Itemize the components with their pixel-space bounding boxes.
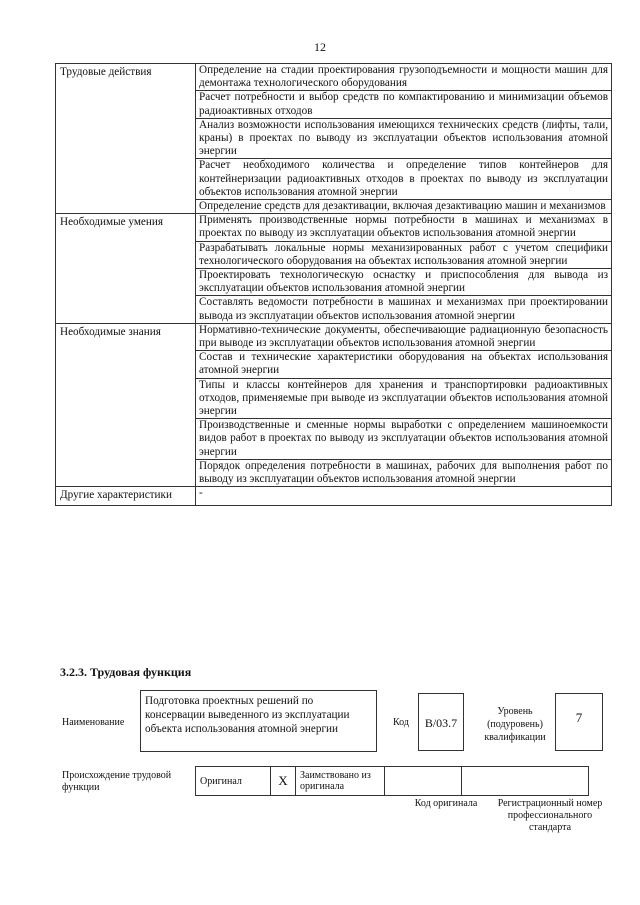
row-item: Анализ возможности использования имеющихся технических средств (лифты, тали, краны) в проектах по выводу из эксплуатации объектов использования атомной энергии	[196, 118, 612, 159]
name-label: Наименование	[62, 717, 125, 728]
row-item: Разрабатывать локальные нормы механизированных работ с учетом специфики технологического оборудования на объектах использования атомной энергии	[196, 241, 612, 268]
competency-table	[55, 63, 612, 506]
borrowed-cell: Заимствовано из оригинала	[296, 767, 385, 796]
table-row	[56, 214, 612, 241]
original-cell: Оригинал	[196, 767, 271, 796]
original-mark: X	[271, 767, 296, 796]
row-item: Нормативно-технические документы, обеспечивающие радиационную безопасность при выводе из эксплуатации объектов использования атомной энергии	[196, 323, 612, 350]
table-row	[56, 64, 612, 91]
table-row	[56, 323, 612, 350]
row-item: Определение средств для дезактивации, включая дезактивацию машин и механизмов	[196, 200, 612, 214]
footer-reg-number: Регистрационный номер профессионального стандарта	[497, 798, 603, 833]
reg-number-cell	[462, 767, 589, 796]
row-item: Применять производственные нормы потребности в машинах и механизмах в проектах по выводу из эксплуатации объектов использования атомной энергии	[196, 214, 612, 241]
level-label: Уровень (подуровень) квалификации	[484, 706, 546, 743]
origin-label: Происхождение трудовой функции	[62, 770, 172, 793]
row-label: Трудовые действия	[56, 64, 196, 214]
page-number: 12	[314, 40, 326, 54]
row-item: Порядок определения потребности в машинах, рабочих для выполнения работ по выводу из эксплуатации объектов использования атомной энергии	[196, 459, 612, 486]
row-item: Определение на стадии проектирования грузоподъемности и мощности машин для демонтажа технологического оборудования	[196, 64, 612, 91]
table-row	[56, 487, 612, 505]
row-label: Необходимые умения	[56, 214, 196, 324]
function-code-box: В/03.7	[418, 693, 464, 751]
row-item: Расчет необходимого количества и определение типов контейнеров для контейнеризации радиоактивных отходов в проектах по выводу из эксплуатации объектов использования атомной энергии	[196, 159, 612, 200]
row-item: -	[196, 487, 612, 505]
row-item: Составлять ведомости потребности в машинах и механизмах при проектировании вывода из эксплуатации объектов использования атомной энергии	[196, 296, 612, 323]
row-label: Необходимые знания	[56, 323, 196, 486]
code-label: Код	[393, 717, 409, 728]
row-item: Производственные и сменные нормы выработки с определением машиноемкости видов работ в проектах по выводу из эксплуатации объектов использования атомной энергии	[196, 419, 612, 460]
function-name-box: Подготовка проектных решений по консервации выведенного из эксплуатации объекта использования атомной энергии	[140, 690, 377, 752]
code-original-cell	[385, 767, 462, 796]
level-box: 7	[555, 693, 603, 751]
row-item: Состав и технические характеристики оборудования на объектах использования атомной энергии	[196, 351, 612, 378]
row-label: Другие характеристики	[56, 487, 196, 505]
footer-code-original: Код оригинала	[414, 798, 478, 809]
row-item: Типы и классы контейнеров для хранения и транспортировки радиоактивных отходов, применяемые при выводе из эксплуатации объектов использования атомной энергии	[196, 378, 612, 419]
section-heading: 3.2.3. Трудовая функция	[60, 665, 192, 679]
row-item: Проектировать технологическую оснастку и приспособления для вывода из эксплуатации объектов использования атомной энергии	[196, 269, 612, 296]
row-item: Расчет потребности и выбор средств по компактированию и минимизации объемов радиоактивных отходов	[196, 91, 612, 118]
origin-table	[195, 766, 589, 796]
